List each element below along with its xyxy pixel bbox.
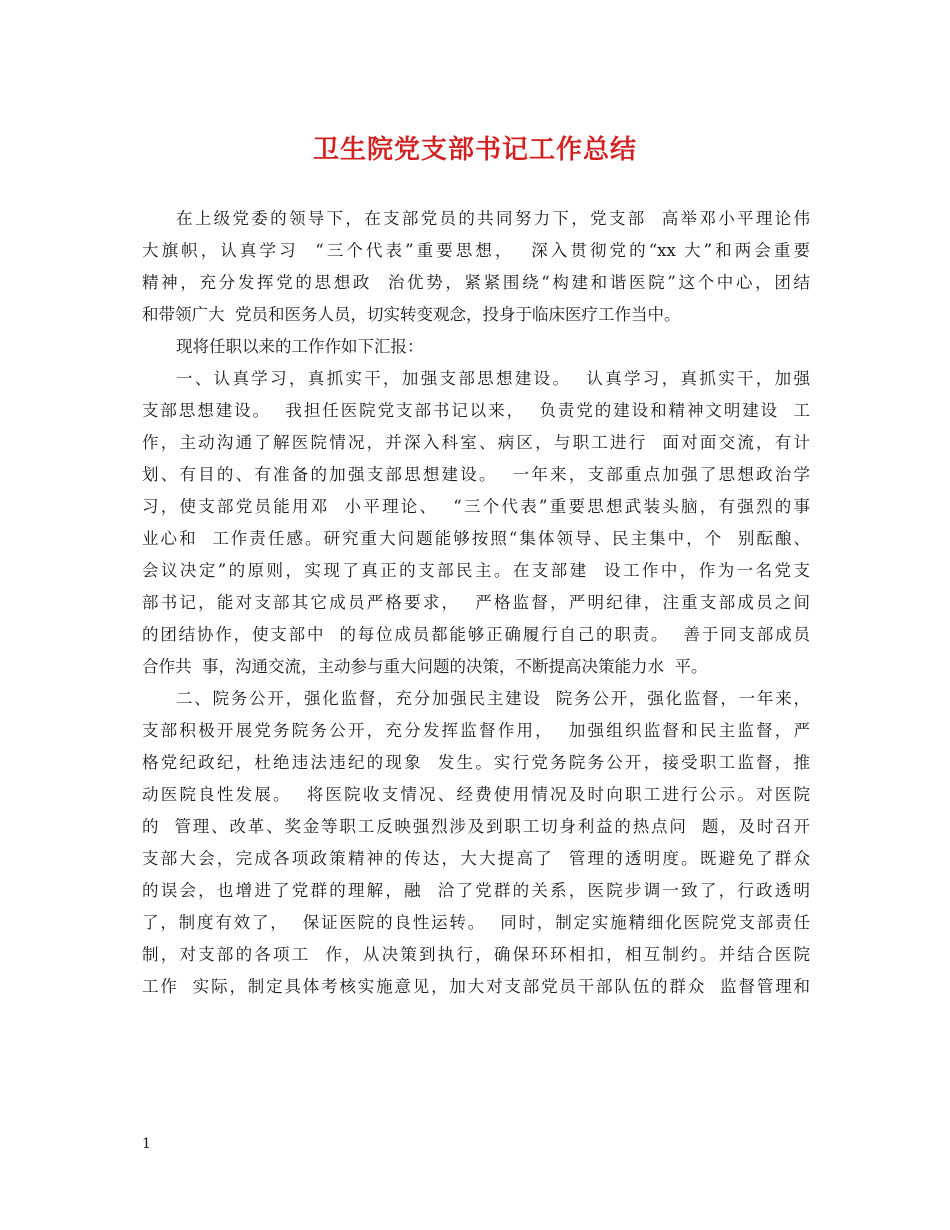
body-line: 工作 实际，制定具体考核实施意见，加大对支部党员干部队伍的群众 监督管理和: [142, 977, 810, 996]
body-line: 会议决定”的原则，实现了真正的支部民主。在支部建 设工作中，作为一名党支: [142, 561, 810, 580]
body-line: 合作共 事，沟通交流，主动参与重大问题的决策，不断提高决策能力水 平。: [142, 657, 708, 676]
body-line: 格党纪政纪，杜绝违法违纪的现象 发生。实行党务院务公开，接受职工监督，推: [142, 753, 810, 772]
body-line: 一、认真学习，真抓实干，加强支部思想建设。 认真学习，真抓实干，加强: [176, 369, 810, 388]
body-line: 支部思想建设。 我担任医院党支部书记以来， 负责党的建设和精神文明建设 工: [142, 401, 810, 420]
body-line: 精神，充分发挥党的思想政 治优势，紧紧围绕“构建和谐医院”这个中心，团结: [142, 273, 810, 292]
body-line: 支部积极开展党务院务公开，充分发挥监督作用， 加强组织监督和民主监督，严: [142, 721, 810, 740]
body-line: 了，制度有效了， 保证医院的良性运转。 同时，制定实施精细化医院党支部责任: [142, 913, 810, 932]
body-line: 的团结协作，使支部中 的每位成员都能够正确履行自己的职责。 善于同支部成员: [142, 625, 810, 644]
body-line: 和带领广大 党员和医务人员，切实转变观念，投身于临床医疗工作当中。: [142, 305, 681, 324]
body-line: 大旗帜，认真学习 “三个代表”重要思想， 深入贯彻党的“xx 大”和两会重要: [142, 241, 810, 260]
body-line: 部书记，能对支部其它成员严格要求， 严格监督，严明纪律，注重支部成员之间: [142, 593, 810, 612]
body-line: 动医院良性发展。 将医院收支情况、经费使用情况及时向职工进行公示。对医院: [142, 785, 810, 804]
body-line: 习，使支部党员能用邓 小平理论、 “三个代表”重要思想武装头脑，有强烈的事: [142, 497, 810, 516]
body-line: 支部大会，完成各项政策精神的传达，大大提高了 管理的透明度。既避免了群众: [142, 849, 810, 868]
body-line: 划、有目的、有准备的加强支部思想建设。 一年来，支部重点加强了思想政治学: [142, 465, 810, 484]
body-line: 业心和 工作责任感。研究重大问题能够按照“集体领导、民主集中，个 别酝酿、: [142, 529, 810, 548]
document-body: [142, 203, 810, 1003]
body-line: 在上级党委的领导下，在支部党员的共同努力下，党支部 高举邓小平理论伟: [176, 209, 810, 228]
document-title: 卫生院党支部书记工作总结: [312, 135, 637, 165]
body-line: 制，对支部的各项工 作，从决策到执行，确保环环相扣，相互制约。并结合医院: [142, 945, 810, 964]
body-line: 现将任职以来的工作作如下汇报：: [176, 337, 424, 356]
body-line: 的 管理、改革、奖金等职工反映强烈涉及到职工切身利益的热点问 题，及时召开: [142, 817, 810, 836]
body-line: 的误会，也增进了党群的理解，融 洽了党群的关系，医院步调一致了，行政透明: [142, 881, 810, 900]
page-number: 1: [142, 1136, 151, 1152]
body-line: 作，主动沟通了解医院情况，并深入科室、病区，与职工进行 面对面交流，有计: [142, 433, 810, 452]
body-line: 二、院务公开，强化监督，充分加强民主建设 院务公开，强化监督，一年来，: [176, 689, 810, 708]
